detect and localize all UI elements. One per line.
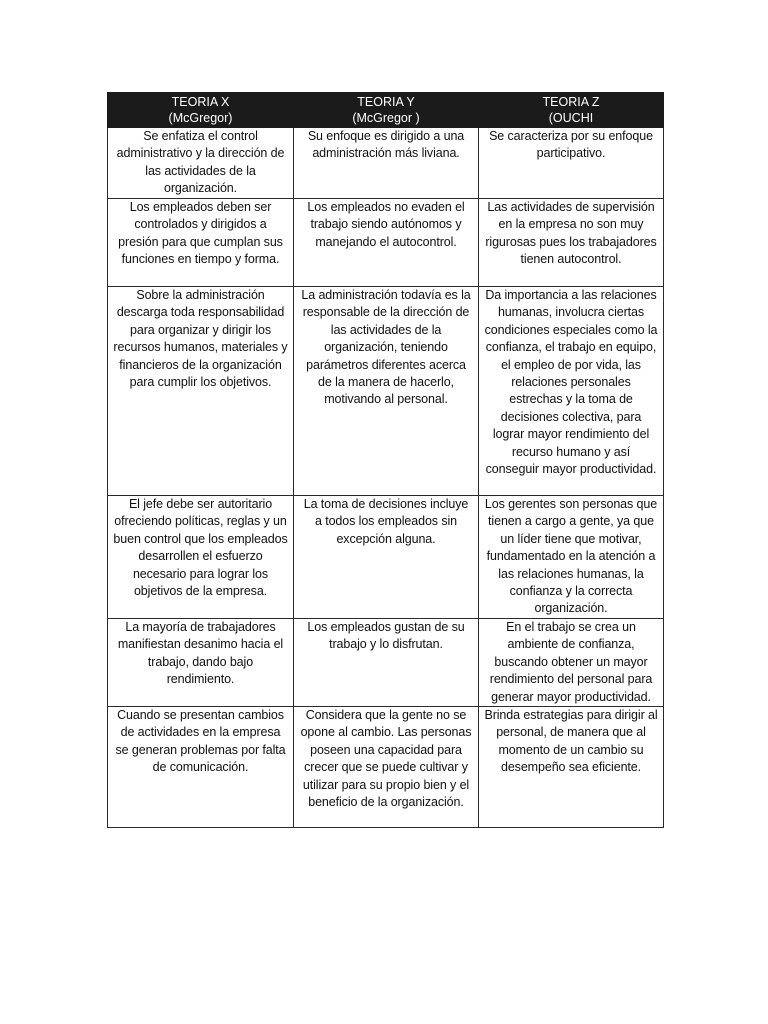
table-row	[108, 287, 664, 496]
comparison-table	[107, 92, 664, 828]
cell-theory-y: Considera que la gente no se opone al cambio. Las personas poseen una capacidad para crecer que se puede cultivar y utilizar para su propio bien y el beneficio de la organización.	[294, 707, 479, 828]
cell-theory-x: La mayoría de trabajadores manifiestan desanimo hacia el trabajo, dando bajo rendimiento.	[108, 619, 294, 707]
table-row	[108, 496, 664, 619]
table-row	[108, 707, 664, 828]
header-theory-y	[294, 93, 479, 128]
cell-theory-z: Se caracteriza por su enfoque participativo.	[479, 128, 664, 199]
cell-theory-y: La administración todavía es la responsable de la dirección de las actividades de la organización, teniendo parámetros diferentes acerca de la manera de hacerlo, motivando al personal.	[294, 287, 479, 496]
cell-theory-y: Los empleados no evaden el trabajo siendo autónomos y manejando el autocontrol.	[294, 199, 479, 287]
table-row	[108, 619, 664, 707]
cell-theory-x: Sobre la administración descarga toda responsabilidad para organizar y dirigir los recursos humanos, materiales y financieros de la organización para cumplir los objetivos.	[108, 287, 294, 496]
cell-theory-z: Brinda estrategias para dirigir al personal, de manera que al momento de un cambio su desempeño sea eficiente.	[479, 707, 664, 828]
header-title: TEORIA Y	[357, 95, 415, 109]
header-theory-z	[479, 93, 664, 128]
table-row	[108, 128, 664, 199]
cell-theory-z: Las actividades de supervisión en la empresa no son muy rigurosas pues los trabajadores tienen autocontrol.	[479, 199, 664, 287]
cell-theory-x: Los empleados deben ser controlados y dirigidos a presión para que cumplan sus funciones en tiempo y forma.	[108, 199, 294, 287]
table-row	[108, 199, 664, 287]
cell-theory-x: Cuando se presentan cambios de actividades en la empresa se generan problemas por falta de comunicación.	[108, 707, 294, 828]
cell-theory-y: Los empleados gustan de su trabajo y lo disfrutan.	[294, 619, 479, 707]
header-subtitle: (McGregor)	[168, 111, 233, 125]
cell-theory-y: La toma de decisiones incluye a todos los empleados sin excepción alguna.	[294, 496, 479, 619]
header-subtitle: (McGregor )	[352, 111, 420, 125]
header-theory-x	[108, 93, 294, 128]
header-title: TEORIA X	[171, 95, 230, 109]
table-header-row	[108, 93, 664, 128]
cell-theory-z: Da importancia a las relaciones humanas, involucra ciertas condiciones especiales como la confianza, el trabajo en equipo, el empleo de por vida, las relaciones personales estrechas y la toma de decisiones colectiva, para lograr mayor rendimiento del recurso humano y así conseguir mayor productividad.	[479, 287, 664, 496]
cell-theory-x: Se enfatiza el control administrativo y la dirección de las actividades de la organización.	[108, 128, 294, 199]
cell-theory-y: Su enfoque es dirigido a una administración más liviana.	[294, 128, 479, 199]
cell-theory-z: Los gerentes son personas que tienen a cargo a gente, ya que un líder tiene que motivar, fundamentado en la atención a las relaciones humanas, la confianza y la correcta organización.	[479, 496, 664, 619]
cell-theory-x: El jefe debe ser autoritario ofreciendo políticas, reglas y un buen control que los empleados desarrollen el esfuerzo necesario para lograr los objetivos de la empresa.	[108, 496, 294, 619]
cell-theory-z: En el trabajo se crea un ambiente de confianza, buscando obtener un mayor rendimiento del personal para generar mayor productividad.	[479, 619, 664, 707]
header-subtitle: (OUCHI	[548, 111, 594, 125]
header-title: TEORIA Z	[542, 95, 600, 109]
